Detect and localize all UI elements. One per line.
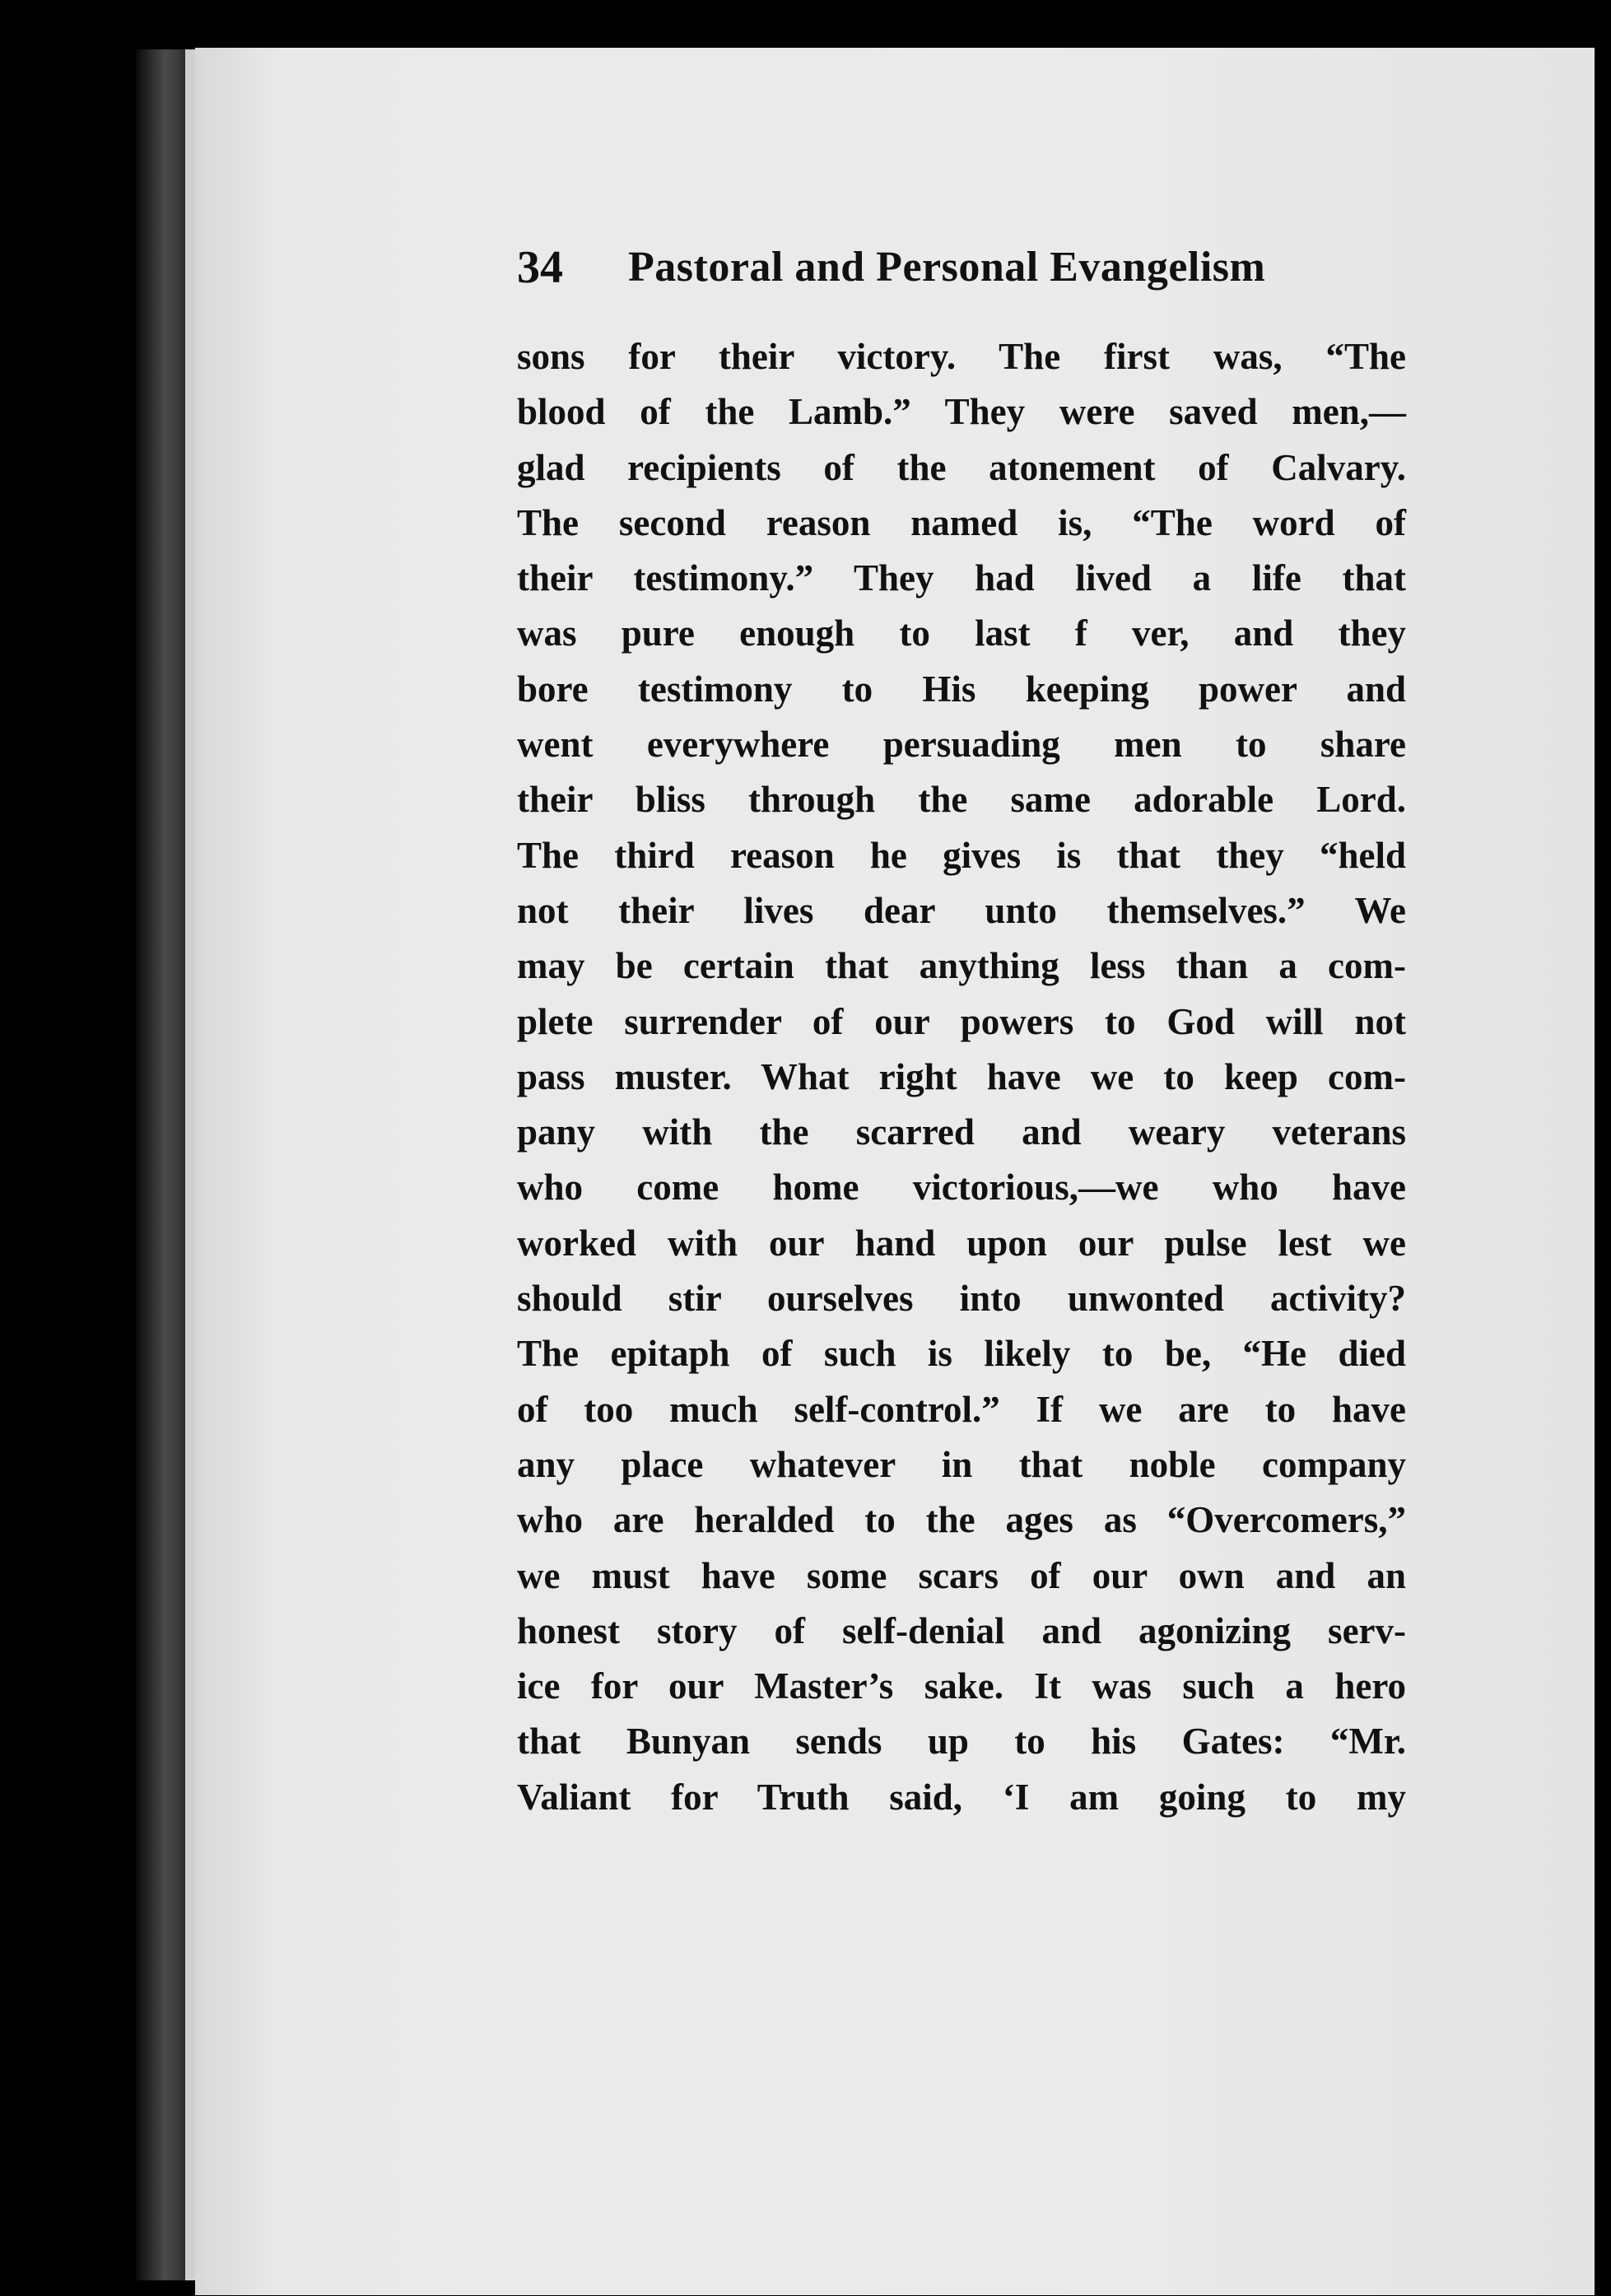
- page-number: 34: [517, 242, 563, 293]
- text-line: blood of the Lamb.” They were saved men,—: [517, 391, 1406, 433]
- text-line: plete surrender of our powers to God will not: [517, 1000, 1406, 1042]
- text-line: that Bunyan sends up to his Gates: “Mr.: [517, 1721, 1406, 1763]
- text-line: we must have some scars of our own and an: [517, 1554, 1406, 1596]
- running-head: [517, 239, 1406, 296]
- text-line: went everywhere persuading men to share: [517, 724, 1406, 766]
- text-line: Valiant for Truth said, ‘I am going to my: [517, 1776, 1406, 1818]
- text-line: who are heralded to the ages as “Overcomers,”: [517, 1499, 1406, 1541]
- text-line: their bliss through the same adorable Lord.: [517, 779, 1406, 821]
- text-line: worked with our hand upon our pulse lest we: [517, 1222, 1406, 1264]
- text-line: any place whatever in that noble company: [517, 1443, 1406, 1485]
- text-line: who come home victorious,—we who have: [517, 1167, 1406, 1209]
- text-line: The third reason he gives is that they “held: [517, 834, 1406, 876]
- page-gutter-edge: [185, 49, 195, 2280]
- text-line: glad recipients of the atonement of Calvary.: [517, 446, 1406, 488]
- running-title: Pastoral and Personal Evangelism: [628, 244, 1266, 291]
- text-line: not their lives dear unto themselves.” We: [517, 889, 1406, 931]
- text-line: should stir ourselves into unwonted activity?: [517, 1278, 1406, 1320]
- text-line: pass muster. What right have we to keep com-: [517, 1055, 1406, 1097]
- text-line: bore testimony to His keeping power and: [517, 668, 1406, 710]
- text-line: The epitaph of such is likely to be, “He died: [517, 1333, 1406, 1375]
- text-line: honest story of self-denial and agonizing serv-: [517, 1609, 1406, 1651]
- text-line: pany with the scarred and weary veterans: [517, 1111, 1406, 1153]
- text-line: was pure enough to last f ver, and they: [517, 612, 1406, 654]
- body-text: [517, 329, 1406, 1825]
- text-line: The second reason named is, “The word of: [517, 501, 1406, 543]
- text-line: ice for our Master’s sake. It was such a hero: [517, 1665, 1406, 1707]
- text-line: their testimony.” They had lived a life that: [517, 557, 1406, 599]
- text-line: may be certain that anything less than a com-: [517, 945, 1406, 987]
- text-line: sons for their victory. The first was, “The: [517, 336, 1406, 377]
- text-line: of too much self-control.” If we are to have: [517, 1388, 1406, 1430]
